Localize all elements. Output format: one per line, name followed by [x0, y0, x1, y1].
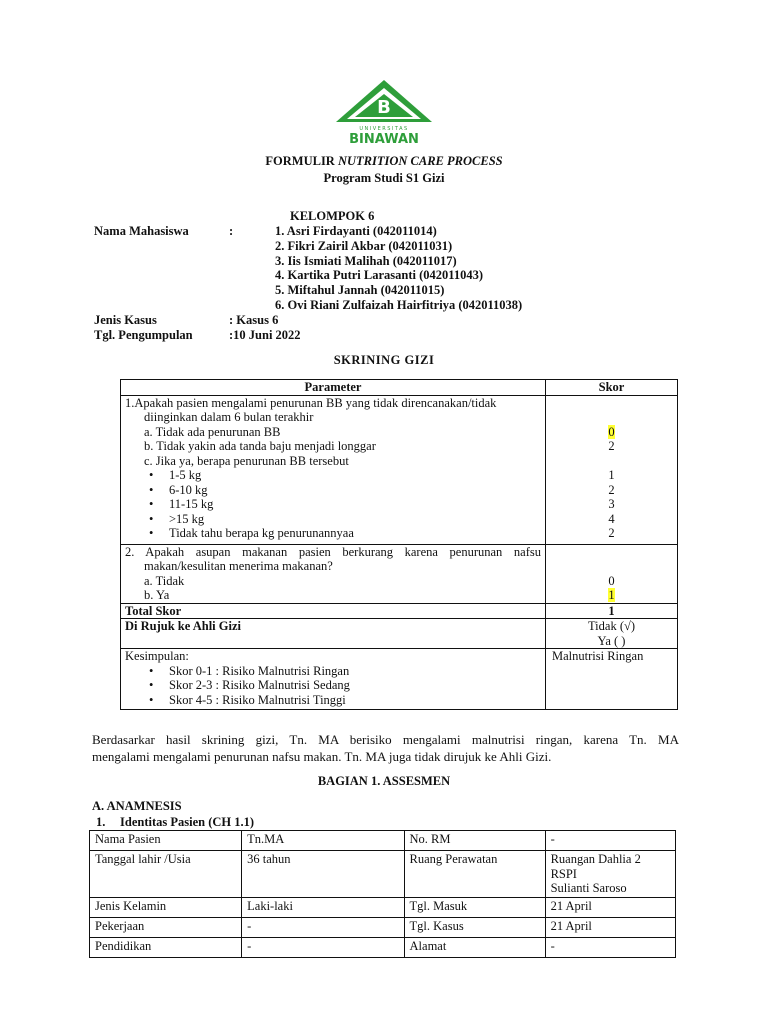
- table-cell: 36 tahun: [242, 851, 404, 898]
- list-item: • >15 kg: [169, 512, 541, 527]
- q2-a-score: 0: [608, 573, 615, 588]
- table-cell: Nama Pasien: [90, 831, 242, 851]
- table-cell: Alamat: [404, 937, 545, 957]
- referral-no: Tidak (√): [587, 619, 636, 633]
- summary-line2: mengalami mengalami penurunan nafsu makan. Tn. MA juga tidak dirujuk ke Ahli Gizi.: [92, 749, 552, 764]
- table-cell: Tn.MA: [242, 831, 404, 851]
- student-list: [275, 224, 522, 313]
- conclusion-value: Malnutrisi Ringan: [546, 649, 678, 710]
- q2-option-b: b. Ya: [144, 588, 170, 602]
- list-item: • 1-5 kg: [169, 468, 541, 483]
- student-item: 5. Miftahul Jannah (042011015): [275, 283, 445, 298]
- form-title: [0, 154, 768, 169]
- q1-text-line2: diinginkan dalam 6 bulan terakhir: [144, 410, 314, 424]
- q1-option-a: a. Tidak ada penurunan BB: [144, 424, 281, 439]
- table-row: [90, 897, 676, 917]
- table-cell: -: [545, 831, 675, 851]
- question-1-row: [121, 395, 678, 544]
- table-cell: Tgl. Masuk: [404, 897, 545, 917]
- list-item: • Skor 4-5 : Risiko Malnutrisi Tinggi: [169, 693, 541, 708]
- total-label: Total Skor: [121, 603, 546, 619]
- list-item: • Skor 2-3 : Risiko Malnutrisi Sedang: [169, 678, 541, 693]
- students-colon: :: [229, 224, 234, 238]
- col-header-score: Skor: [546, 380, 678, 396]
- question-2-row: [121, 544, 678, 603]
- q1-c-list: [125, 468, 541, 541]
- date-value: :10 Juni 2022: [229, 328, 301, 342]
- screening-heading: SKRINING GIZI: [333, 353, 435, 367]
- q2-option-a: a. Tidak: [144, 573, 185, 588]
- col-header-parameter: Parameter: [121, 380, 546, 396]
- logo-letter: B: [377, 97, 391, 118]
- table-cell: -: [242, 937, 404, 957]
- table-cell: Tanggal lahir /Usia: [90, 851, 242, 898]
- logo-tagline: UNIVERSITAS: [359, 126, 409, 132]
- table-row: [90, 917, 676, 937]
- conclusion-row: [121, 649, 678, 710]
- referral-yes: Ya ( ): [597, 633, 626, 648]
- q1-c-score: 1: [608, 468, 615, 482]
- q1-c-score: 2: [608, 482, 615, 497]
- student-item: 2. Fikri Zairil Akbar (042011031): [275, 238, 453, 253]
- summary-paragraph: [92, 731, 679, 765]
- q2-text-line2: makan/kesulitan menerima makanan?: [144, 559, 333, 573]
- table-cell: -: [545, 937, 675, 957]
- table-row: [90, 937, 676, 957]
- q1-text-line1: 1.Apakah pasien mengalami penurunan BB yang tidak direncanakan/tidak: [125, 395, 497, 410]
- table-cell: Tgl. Kasus: [404, 917, 545, 937]
- screening-table: [120, 379, 678, 710]
- table-row: [90, 831, 676, 851]
- table-cell: No. RM: [404, 831, 545, 851]
- total-row: [121, 603, 678, 619]
- q1-c-score: 3: [608, 497, 615, 511]
- table-cell: Jenis Kelamin: [90, 897, 242, 917]
- identity-number: 1.: [96, 815, 106, 829]
- table-row: [90, 851, 676, 898]
- table-cell: Laki-laki: [242, 897, 404, 917]
- table-cell: Ruangan Dahlia 2 RSPI Sulianti Saroso: [545, 851, 675, 898]
- q1-c-score: 4: [608, 511, 615, 526]
- case-value: : Kasus 6: [229, 313, 279, 327]
- anamnesis-heading: A. ANAMNESIS: [92, 799, 182, 813]
- list-item: • Tidak tahu berapa kg penurunannyaa: [169, 526, 541, 541]
- identity-table: [89, 830, 676, 958]
- table-cell: Pekerjaan: [90, 917, 242, 937]
- identity-heading: Identitas Pasien (CH 1.1): [120, 815, 255, 829]
- students-label: Nama Mahasiswa: [94, 224, 189, 238]
- list-item: • Skor 0-1 : Risiko Malnutrisi Ringan: [169, 664, 541, 679]
- form-title-italic: NUTRITION CARE PROCESS: [337, 154, 503, 168]
- table-cell: 21 April: [545, 917, 675, 937]
- table-cell: Pendidikan: [90, 937, 242, 957]
- student-item: 1. Asri Firdayanti (042011014): [275, 224, 437, 238]
- conclusion-list: [125, 664, 541, 708]
- summary-line1: Berdasarkar hasil skrining gizi, Tn. MA berisiko mengalami malnutrisi ringan, karena Tn. MA: [92, 732, 679, 747]
- list-item: • 11-15 kg: [169, 497, 541, 512]
- referral-row: [121, 619, 678, 649]
- program-subtitle: Program Studi S1 Gizi: [323, 171, 445, 185]
- table-cell: 21 April: [545, 897, 675, 917]
- logo-name: BINAWAN: [349, 132, 419, 146]
- university-logo: [333, 78, 435, 146]
- q2-text-line1: 2. Apakah asupan makanan pasien berkurang karena penurunan nafsu: [125, 544, 541, 559]
- form-title-plain: FORMULIR: [265, 154, 338, 168]
- list-item: • 6-10 kg: [169, 483, 541, 498]
- table-cell: Ruang Perawatan: [404, 851, 545, 898]
- q1-a-score: 0: [608, 424, 615, 439]
- q1-b-score: 2: [608, 439, 615, 453]
- table-cell: -: [242, 917, 404, 937]
- group-label: KELOMPOK 6: [290, 209, 375, 223]
- total-value: 1: [546, 603, 678, 619]
- referral-label: Di Rujuk ke Ahli Gizi: [121, 619, 546, 649]
- q1-option-b: b. Tidak yakin ada tanda baju menjadi longgar: [144, 439, 376, 453]
- q1-c-score: 2: [608, 526, 615, 540]
- date-label: Tgl. Pengumpulan: [94, 328, 193, 342]
- section-heading: BAGIAN 1. ASSESMEN: [317, 774, 451, 788]
- student-item: 3. Iis Ismiati Malihah (042011017): [275, 253, 457, 268]
- q1-option-c: c. Jika ya, berapa penurunan BB tersebut: [144, 453, 349, 468]
- student-item: 6. Ovi Riani Zulfaizah Hairfitriya (042011038): [275, 297, 523, 312]
- q2-b-score: 1: [608, 588, 615, 602]
- binawan-logo-icon: [333, 78, 435, 146]
- conclusion-label: Kesimpulan:: [125, 649, 189, 663]
- student-item: 4. Kartika Putri Larasanti (042011043): [275, 268, 483, 283]
- case-label: Jenis Kasus: [94, 313, 157, 327]
